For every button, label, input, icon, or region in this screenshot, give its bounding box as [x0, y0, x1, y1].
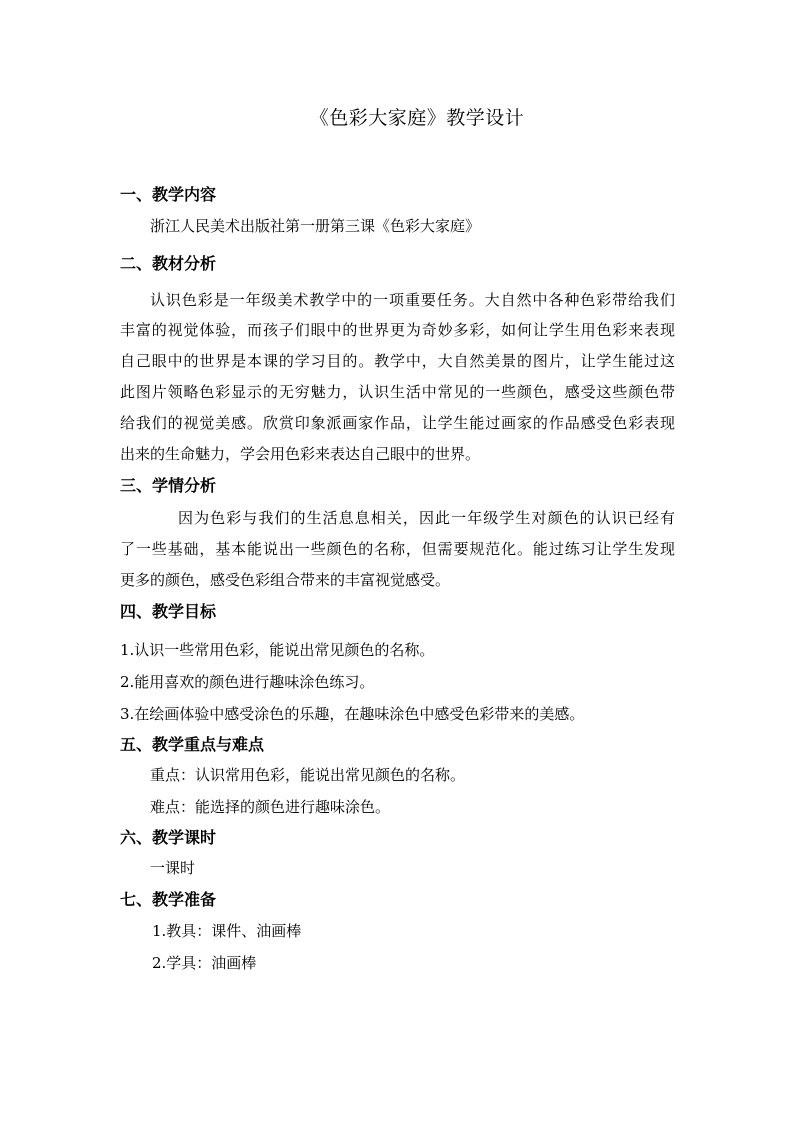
- teaching-goal-item: 2.能用喜欢的颜色进行趣味涂色练习。: [120, 673, 375, 691]
- section-heading-preparation: 七、教学准备: [120, 890, 217, 909]
- textbook-analysis-line: 丰富的视觉体验，而孩子们眼中的世界更为奇妙多彩，如何让学生用色彩来表现: [120, 321, 675, 339]
- class-hours-text: 一课时: [150, 859, 196, 877]
- textbook-analysis-line: 自己眼中的世界是本课的学习目的。教学中，大自然美景的图片，让学生能过这: [120, 352, 675, 370]
- section-heading-key-points: 五、教学重点与难点: [120, 735, 265, 754]
- section-heading-textbook-analysis: 二、教材分析: [120, 254, 217, 273]
- teaching-content-text: 浙江人民美术出版社第一册第三课《色彩大家庭》: [150, 217, 481, 235]
- textbook-analysis-line: 给我们的视觉美感。欣赏印象派画家作品，让学生能过画家的作品感受色彩表现: [120, 414, 675, 432]
- section-heading-teaching-content: 一、教学内容: [120, 185, 217, 204]
- learner-analysis-line: 了一些基础，基本能说出一些颜色的名称，但需要规范化。能过练习让学生发现: [120, 540, 675, 558]
- learner-analysis-line: 因为色彩与我们的生活息息相关，因此一年级学生对颜色的认识已经有: [178, 509, 675, 527]
- preparation-item: 1.教具：课件、油画棒: [152, 922, 302, 940]
- learner-analysis-line: 更多的颜色，感受色彩组合带来的丰富视觉感受。: [120, 571, 451, 589]
- preparation-item: 2.学具：油画棒: [152, 954, 257, 972]
- section-heading-learner-analysis: 三、学情分析: [120, 476, 217, 495]
- key-point-item: 重点：认识常用色彩，能说出常见颜色的名称。: [150, 766, 466, 784]
- textbook-analysis-line: 认识色彩是一年级美术教学中的一项重要任务。大自然中各种色彩带给我们: [150, 291, 675, 309]
- textbook-analysis-line: 出来的生命魅力，学会用色彩来表达自己眼中的世界。: [120, 445, 481, 463]
- section-heading-teaching-goals: 四、教学目标: [120, 602, 217, 621]
- textbook-analysis-line: 此图片领略色彩显示的无穷魅力，认识生活中常见的一些颜色，感受这些颜色带: [120, 383, 675, 401]
- section-heading-class-hours: 六、教学课时: [120, 828, 217, 847]
- document-title: 《色彩大家庭》教学设计: [309, 107, 525, 129]
- teaching-goal-item: 1.认识一些常用色彩，能说出常见颜色的名称。: [120, 641, 435, 659]
- difficult-point-item: 难点：能选择的颜色进行趣味涂色。: [150, 798, 391, 816]
- teaching-goal-item: 3.在绘画体验中感受涂色的乐趣，在趣味涂色中感受色彩带来的美感。: [120, 705, 585, 723]
